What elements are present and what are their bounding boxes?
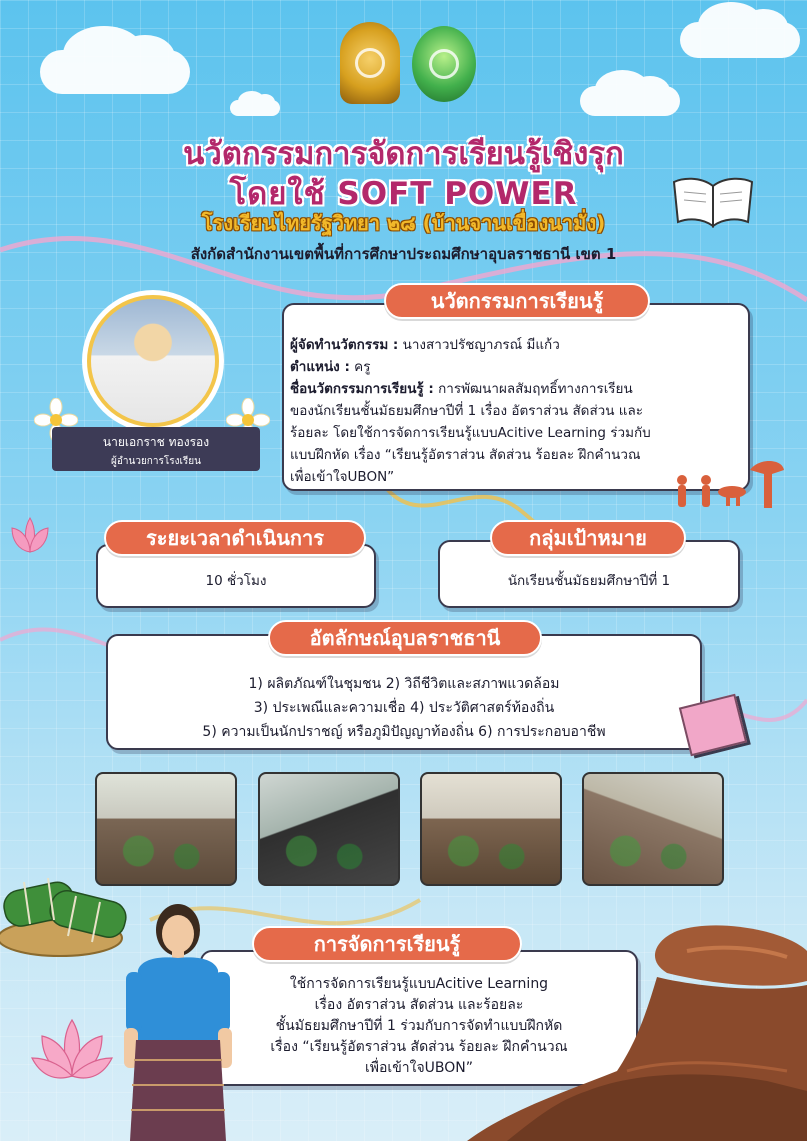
- classroom-photo: [258, 772, 400, 886]
- target-heading: กลุ่มเป้าหมาย: [490, 520, 686, 556]
- principal-position: ผู้อำนวยการโรงเรียน: [111, 456, 201, 467]
- principal-name-plate: [52, 427, 260, 471]
- principal-photo: [82, 290, 224, 432]
- innovation-name-line: ร้อยละ โดยใช้การจัดการเรียนรู้แบบAcitive Learning ร่วมกับ: [290, 425, 651, 441]
- lotus-flower-icon: [4, 514, 56, 560]
- creator-value: นางสาวปรัชญาภรณ์ มีแก้ว: [402, 337, 560, 353]
- classroom-photo: [420, 772, 562, 886]
- target-value: นักเรียนชั้นมัธยมศึกษาปีที่ 1: [507, 573, 671, 589]
- innovation-name-line: แบบฝึกหัด เรื่อง “เรียนรู้อัตราส่วน สัดส่วน ร้อยละ ฝึกคำนวณ: [290, 447, 641, 463]
- identity-item: 3) ประเพณีและความเชื่อ 4) ประวัติศาสตร์ท้องถิ่น: [253, 700, 555, 716]
- cloud: [40, 50, 190, 94]
- identity-item: 1) ผลิตภัณฑ์ในชุมชน 2) วิถีชีวิตและสภาพแวดล้อม: [248, 676, 560, 692]
- principal-name: นายเอกราช ทองรอง: [102, 435, 210, 449]
- creator-label: ผู้จัดทำนวัตกรรม :: [290, 337, 399, 353]
- rock-formation-decoration: [467, 921, 807, 1141]
- page-title: นวัตกรรมการจัดการเรียนรู้เชิงรุก: [183, 136, 624, 172]
- duration-value: 10 ชั่วโมง: [205, 573, 267, 589]
- ubon-education-logo: [412, 26, 476, 102]
- innovation-name-value: การพัฒนาผลสัมฤทธิ์ทางการเรียน: [438, 381, 633, 397]
- affiliation: สังกัดสำนักงานเขตพื้นที่การศึกษาประถมศึกษาอุบลราชธานี เขต 1: [190, 245, 617, 263]
- innovation-heading: นวัตกรรมการเรียนรู้: [384, 283, 650, 319]
- page-subtitle: โดยใช้ SOFT POWER: [229, 176, 578, 212]
- learning-line: ชั้นมัธยมศึกษาปีที่ 1 ร่วมกับการจัดทำแบบฝึกหัด: [275, 1018, 563, 1034]
- duration-heading: ระยะเวลาดำเนินการ: [104, 520, 366, 556]
- cloud: [580, 86, 680, 116]
- learning-line: เรื่อง อัตราส่วน สัดส่วน และร้อยละ: [314, 997, 524, 1013]
- position-value: ครู: [354, 359, 371, 375]
- learning-line: ใช้การจัดการเรียนรู้แบบAcitive Learning: [289, 976, 549, 992]
- innovation-name-line: เพื่อเข้าใจUBON”: [290, 469, 395, 485]
- learning-heading: การจัดการเรียนรู้: [252, 926, 522, 962]
- lotus-flower-icon: [30, 1014, 114, 1090]
- dancers-decoration: [668, 456, 786, 514]
- classroom-photo: [582, 772, 724, 886]
- identity-item: 5) ความเป็นนักปราชญ์ หรือภูมิปัญญาท้องถิ่น 6) การประกอบอาชีพ: [202, 724, 606, 740]
- innovation-name-line: ของนักเรียนชั้นมัธยมศึกษาปีที่ 1 เรื่อง อัตราส่วน สัดส่วน และ: [290, 403, 644, 419]
- school-name: โรงเรียนไทยรัฐวิทยา ๒๘ (บ้านจานเขื่องนามั่ง): [201, 211, 606, 235]
- cloud: [230, 100, 280, 116]
- learning-line: เรื่อง “เรียนรู้อัตราส่วน สัดส่วน ร้อยละ ฝึกคำนวณ: [270, 1039, 568, 1055]
- identity-list: [106, 672, 702, 744]
- cloud: [680, 22, 800, 58]
- teacher-photo: [118, 900, 238, 1141]
- open-book-icon: [670, 172, 756, 232]
- obec-logo: [340, 22, 400, 104]
- innovation-name-label: ชื่อนวัตกรรมการเรียนรู้ :: [290, 381, 434, 397]
- learning-line: เพื่อเข้าใจUBON”: [364, 1060, 474, 1076]
- position-label: ตำแหน่ง :: [290, 359, 350, 375]
- identity-heading: อัตลักษณ์อุบลราชธานี: [268, 620, 542, 656]
